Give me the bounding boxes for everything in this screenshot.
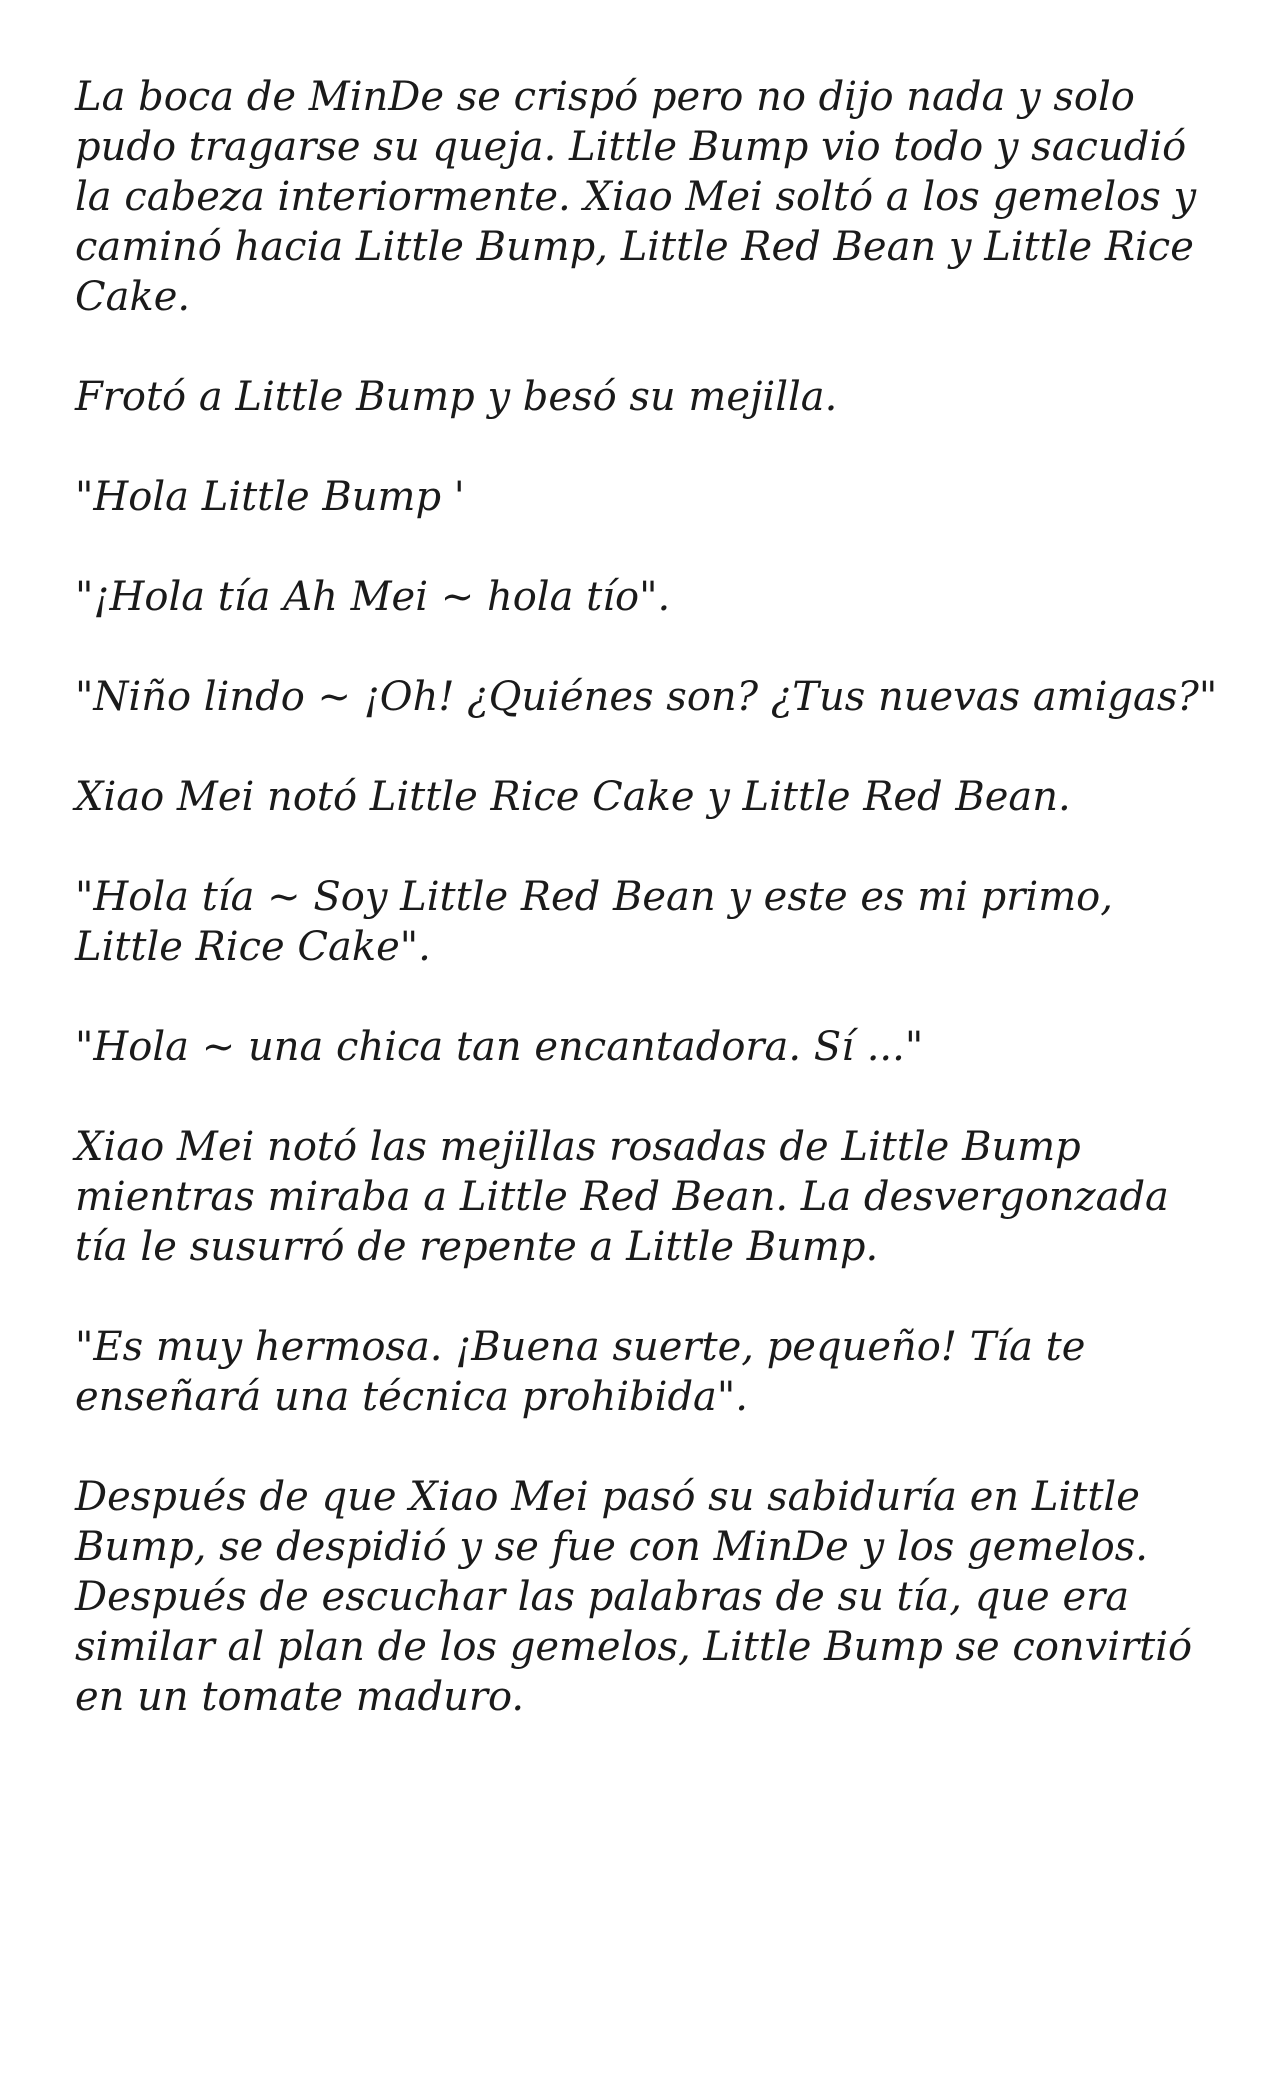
paragraph-11: Después de que Xiao Mei pasó su sabiduría en Little Bump, se despidió y se fue con MinDe y los gemelos. Después de escuchar las palabras de su tía, que era similar al plan de los gemelos, Little Bump se convirtió en un tomate maduro.: [75, 1474, 1193, 1720]
paragraph-9: Xiao Mei notó las mejillas rosadas de Little Bump mientras miraba a Little Red Bean. La desvergonzada tía le susurró de repente a Little Bump.: [75, 1124, 1169, 1270]
paragraph-4: "¡Hola tía Ah Mei ~ hola tío".: [75, 574, 671, 620]
document-page: [75, 72, 1225, 1722]
paragraph-10: "Es muy hermosa. ¡Buena suerte, pequeño! Tía te enseñará una técnica prohibida".: [75, 1324, 1086, 1420]
paragraph-5: "Niño lindo ~ ¡Oh! ¿Quiénes son? ¿Tus nuevas amigas?": [75, 674, 1218, 720]
paragraph-6: Xiao Mei notó Little Rice Cake y Little Red Bean.: [75, 774, 1071, 820]
paragraph-1: La boca de MinDe se crispó pero no dijo nada y solo pudo tragarse su queja. Little Bump vio todo y sacudió la cabeza interiormente. Xiao Mei soltó a los gemelos y caminó hacia Little Bump, Little Red Bean y Little Rice Cake.: [75, 74, 1197, 320]
paragraph-2: Frotó a Little Bump y besó su mejilla.: [75, 374, 838, 420]
paragraph-8: "Hola ~ una chica tan encantadora. Sí ...": [75, 1024, 924, 1070]
paragraph-7: "Hola tía ~ Soy Little Red Bean y este es mi primo, Little Rice Cake".: [75, 874, 1113, 970]
paragraph-3: "Hola Little Bump ': [75, 474, 465, 520]
